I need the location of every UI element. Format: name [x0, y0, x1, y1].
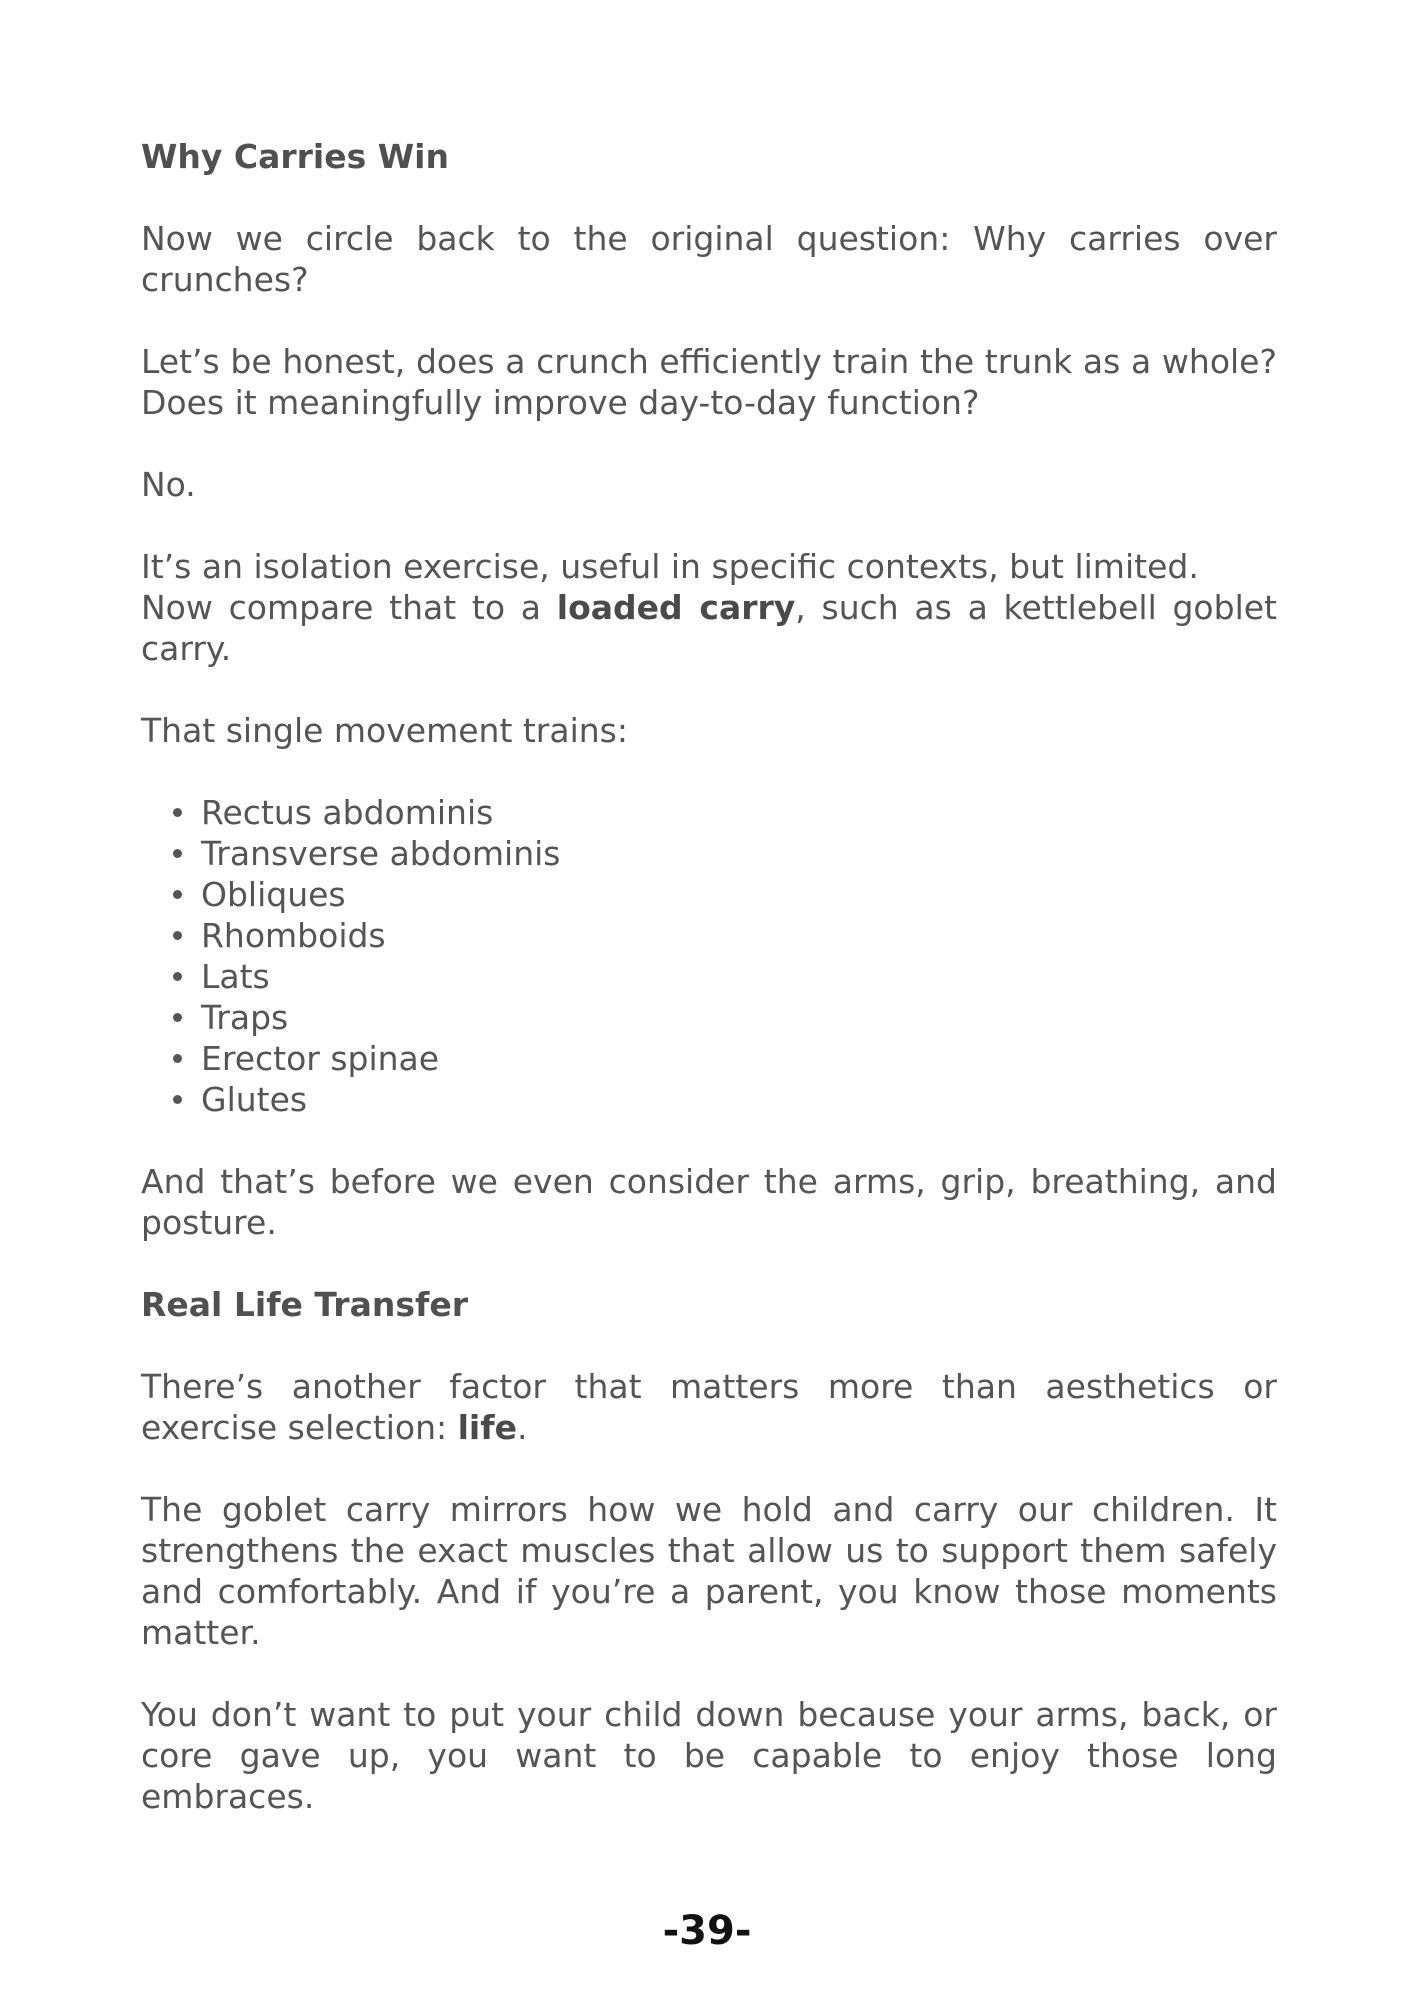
list-item: [201, 915, 1277, 956]
bullet-icon: [173, 849, 182, 858]
list-item: [201, 1038, 1277, 1079]
compare-text-pre: Now compare that to a: [141, 588, 557, 627]
bullet-icon: [173, 931, 182, 940]
paragraph-no: No.: [141, 465, 196, 504]
list-item: [201, 874, 1277, 915]
isolation-sentence: It’s an isolation exercise, useful in specific contexts, but limited.: [141, 547, 1199, 586]
section-heading-why-carries-win: Why Carries Win: [141, 137, 449, 176]
factor-text-pre: There’s another factor that matters more than aesthetics or exercise selection:: [141, 1367, 1277, 1447]
list-item-text: Glutes: [201, 1080, 308, 1119]
paragraph-isolation-exercise: [141, 546, 1277, 669]
paragraph-goblet-carry-children: The goblet carry mirrors how we hold and carry our children. It strengthens the exact muscles that allow us to support them safely and comfortably. And if you’re a parent, you know those moments matter.: [141, 1490, 1277, 1652]
paragraph-long-embraces: You don’t want to put your child down because your arms, back, or core gave up, you want to be capable to enjoy those long embraces.: [141, 1695, 1277, 1816]
paragraph-original-question: Now we circle back to the original question: Why carries over crunches?: [141, 219, 1277, 299]
paragraph-honest-question: Let’s be honest, does a crunch efficiently train the trunk as a whole? Does it meaningfully improve day-to-day function?: [141, 342, 1277, 422]
list-item: [201, 833, 1277, 874]
list-item-text: Traps: [201, 998, 289, 1037]
muscle-list: [141, 792, 1277, 1120]
paragraph-arms-grip-breathing: And that’s before we even consider the arms, grip, breathing, and posture.: [141, 1162, 1277, 1242]
compare-text-post: , such as a kettlebell goblet carry.: [141, 588, 1277, 668]
page-number: -39-: [662, 1908, 752, 1954]
factor-text-post: .: [517, 1408, 528, 1447]
list-item-text: Obliques: [201, 875, 346, 914]
bullet-icon: [173, 972, 182, 981]
bullet-icon: [173, 890, 182, 899]
loaded-carry-emphasis: loaded carry: [556, 588, 796, 627]
paragraph-another-factor: [141, 1366, 1277, 1448]
list-item: [201, 997, 1277, 1038]
bullet-icon: [173, 1095, 182, 1104]
bullet-icon: [173, 1013, 182, 1022]
list-item-text: Erector spinae: [201, 1039, 440, 1078]
list-item-text: Rectus abdominis: [201, 793, 494, 832]
list-item-text: Transverse abdominis: [201, 834, 561, 873]
list-item: [201, 1079, 1277, 1120]
paragraph-movement-trains: That single movement trains:: [141, 711, 628, 750]
bullet-icon: [173, 808, 182, 817]
bullet-icon: [173, 1054, 182, 1063]
list-item-text: Rhomboids: [201, 916, 386, 955]
life-emphasis: life: [457, 1408, 517, 1447]
section-heading-real-life-transfer: Real Life Transfer: [141, 1285, 469, 1324]
list-item-text: Lats: [201, 957, 270, 996]
list-item: [201, 792, 1277, 833]
list-item: [201, 956, 1277, 997]
page-content: [141, 136, 1277, 1858]
